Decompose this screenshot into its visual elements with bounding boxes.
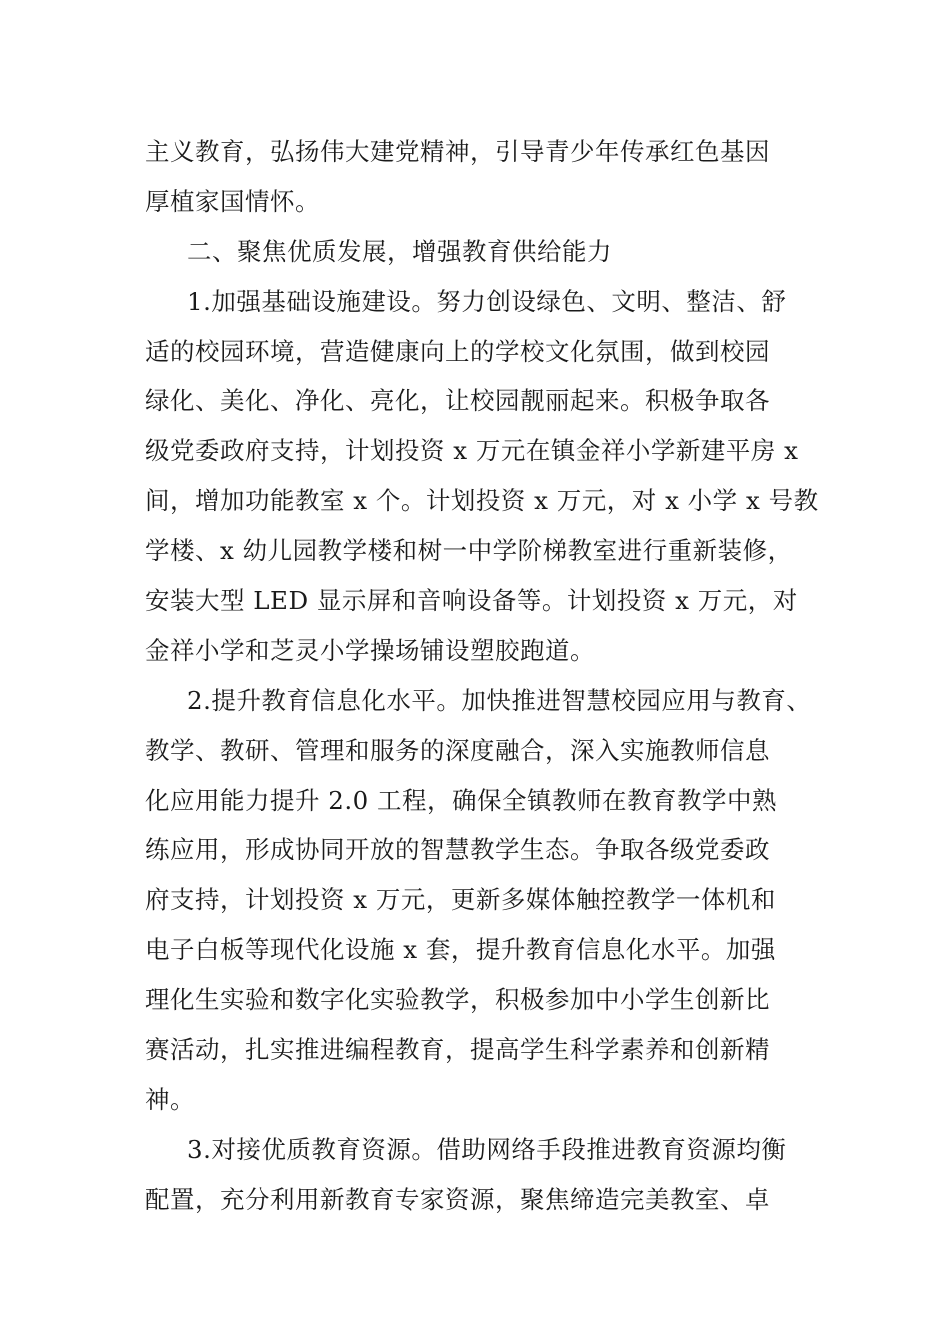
text-line: 厚植家国情怀。 bbox=[145, 187, 320, 216]
text-line: 级党委政府支持，计划投资 x 万元在镇金祥小学新建平房 x bbox=[145, 436, 799, 465]
text-line: 绿化、美化、净化、亮化，让校园靓丽起来。积极争取各 bbox=[145, 386, 770, 415]
text-line: 府支持，计划投资 x 万元，更新多媒体触控教学一体机和 bbox=[145, 885, 776, 914]
paragraph-heading: 1.加强基础设施建设。努力创设绿色、文明、整洁、舒 bbox=[187, 287, 787, 316]
text-line: 化应用能力提升 2.0 工程，确保全镇教师在教育教学中熟 bbox=[145, 786, 778, 815]
text-line: 教学、教研、管理和服务的深度融合，深入实施教师信息 bbox=[145, 736, 770, 765]
paragraph-heading: 3.对接优质教育资源。借助网络手段推进教育资源均衡 bbox=[187, 1135, 787, 1164]
text-line: 赛活动，扎实推进编程教育，提高学生科学素养和创新精 bbox=[145, 1035, 770, 1064]
text-line: 电子白板等现代化设施 x 套，提升教育信息化水平。加强 bbox=[145, 935, 776, 964]
text-line: 神。 bbox=[145, 1085, 195, 1114]
section-heading: 二、聚焦优质发展，增强教育供给能力 bbox=[187, 237, 612, 266]
text-line: 主义教育，弘扬伟大建党精神，引导青少年传承红色基因 bbox=[145, 137, 770, 166]
text-line: 间，增加功能教室 x 个。计划投资 x 万元，对 x 小学 x 号教 bbox=[145, 486, 819, 515]
text-line: 适的校园环境，营造健康向上的学校文化氛围，做到校园 bbox=[145, 337, 770, 366]
text-line: 配置，充分利用新教育专家资源，聚焦缔造完美教室、卓 bbox=[145, 1185, 770, 1214]
text-line: 金祥小学和芝灵小学操场铺设塑胶跑道。 bbox=[145, 636, 595, 665]
text-line: 练应用，形成协同开放的智慧教学生态。争取各级党委政 bbox=[145, 835, 770, 864]
text-line: 安装大型 LED 显示屏和音响设备等。计划投资 x 万元，对 bbox=[145, 586, 798, 615]
paragraph-heading: 2.提升教育信息化水平。加快推进智慧校园应用与教育、 bbox=[187, 686, 812, 715]
text-line: 理化生实验和数字化实验教学，积极参加中小学生创新比 bbox=[145, 985, 770, 1014]
text-line: 学楼、x 幼儿园教学楼和树一中学阶梯教室进行重新装修， bbox=[145, 536, 793, 565]
